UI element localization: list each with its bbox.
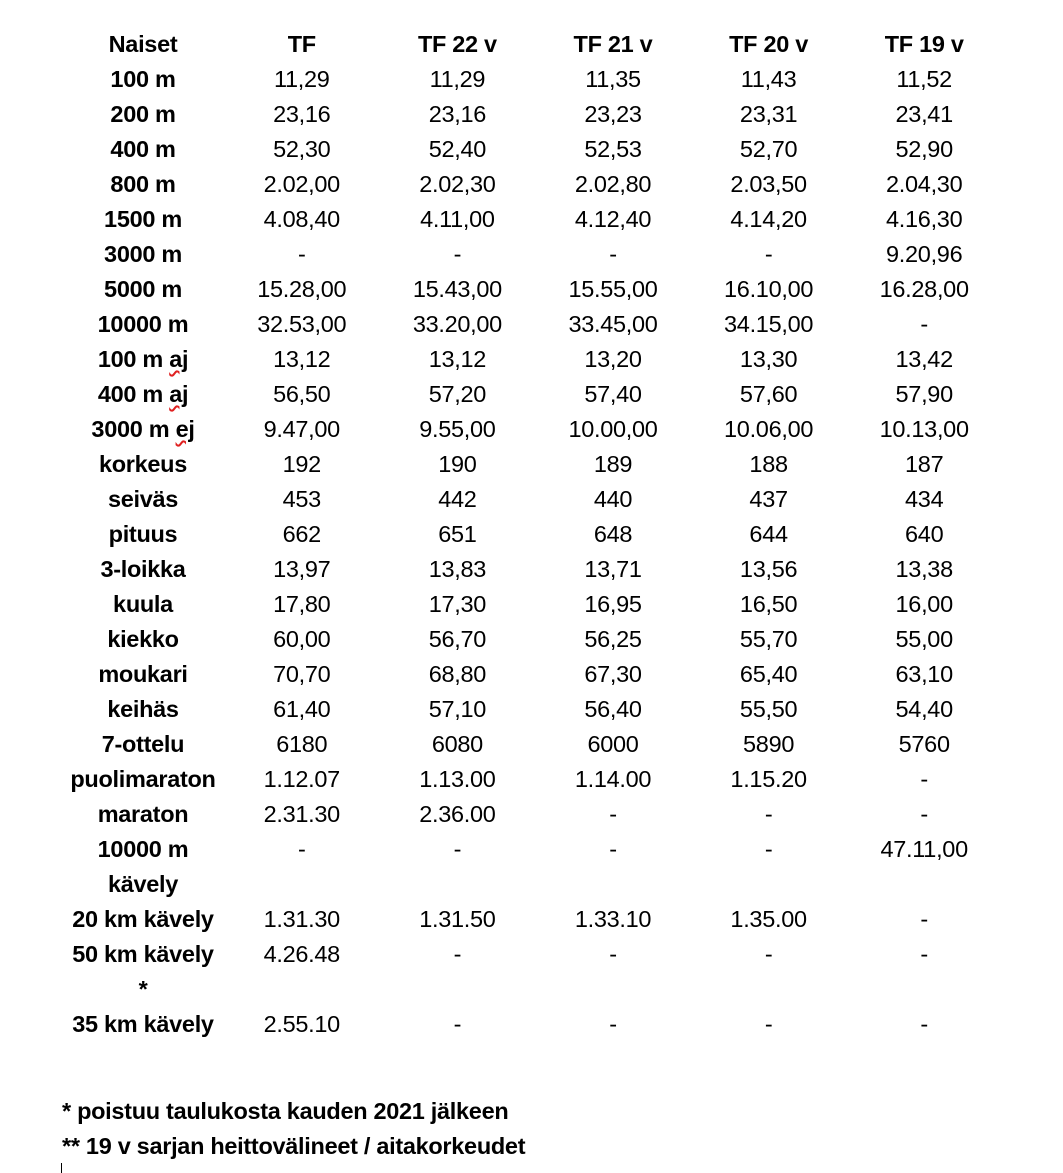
result-cell: 13,20 [584, 346, 642, 372]
result-cell: 13,42 [895, 346, 953, 372]
table-row [62, 307, 1002, 342]
table-row [62, 447, 1002, 482]
event-name: seiväs [107, 486, 179, 512]
table-row [62, 167, 1002, 202]
event-name: 800 m [110, 171, 176, 197]
result-cell: 33.20,00 [412, 311, 502, 337]
event-name: 200 m [110, 101, 176, 127]
result-cell: 2.02,00 [263, 171, 340, 197]
result-cell: 10.06,00 [724, 416, 814, 442]
header-cell: Naiset [108, 31, 178, 57]
result-cell: 2.02,80 [574, 171, 652, 197]
table-row [62, 622, 1002, 657]
result-cell: 1.31.30 [263, 906, 340, 932]
result-cell: 4.11,00 [420, 206, 495, 232]
event-name: 35 km kävely [72, 1011, 214, 1037]
header-cell: TF 20 v [729, 31, 809, 57]
result-cell: 648 [593, 521, 633, 547]
result-cell: 2.31.30 [263, 801, 340, 827]
event-name: 7-ottelu [101, 731, 185, 757]
result-cell: 10.13,00 [879, 416, 969, 442]
result-cell: 23,23 [584, 101, 642, 127]
result-cell: 61,40 [273, 696, 331, 722]
table-row [62, 412, 1002, 447]
result-cell: - [764, 241, 773, 267]
result-cell: 4.16,30 [886, 206, 963, 232]
header-cell: TF 19 v [884, 31, 964, 57]
result-cell: 15.28,00 [257, 276, 347, 302]
result-cell: 11,29 [429, 66, 486, 92]
result-cell: 189 [593, 451, 633, 477]
result-cell: 192 [282, 451, 321, 477]
result-cell: 23,41 [895, 101, 953, 127]
result-cell: 437 [749, 486, 788, 512]
result-cell: 55,70 [739, 626, 798, 652]
result-cell: - [298, 241, 306, 267]
footnote: * poistuu taulukosta kauden 2021 jälkeen [62, 1098, 509, 1124]
result-cell: - [453, 1011, 462, 1037]
table-row [62, 552, 1002, 587]
result-cell: 13,97 [273, 556, 331, 582]
result-cell: 16,00 [895, 591, 953, 617]
spellcheck-underline: aj [169, 346, 189, 372]
table-row [62, 237, 1002, 272]
result-cell: 16,50 [739, 591, 798, 617]
event-name: kuula [113, 591, 173, 617]
results-table [62, 26, 1002, 1042]
text-cursor [61, 1163, 62, 1173]
event-name: 3000 m [104, 241, 182, 267]
result-cell: - [920, 906, 928, 932]
result-cell: - [920, 766, 928, 792]
result-cell: 13,38 [895, 556, 953, 582]
table-row [62, 727, 1002, 762]
result-cell: 13,83 [428, 556, 487, 582]
result-cell: 442 [438, 486, 477, 512]
result-cell: 651 [438, 521, 477, 547]
result-cell: 5760 [898, 731, 950, 757]
result-cell: 1.31.50 [419, 906, 496, 932]
table-body [62, 62, 1002, 1042]
table-row [62, 657, 1002, 692]
header-cell: TF 22 v [417, 31, 497, 57]
result-cell: 57,10 [428, 696, 487, 722]
table-row [62, 832, 1002, 902]
result-cell: 65,40 [739, 661, 798, 687]
result-cell: 55,50 [739, 696, 798, 722]
result-cell: 6080 [431, 731, 483, 757]
result-cell: 2.03,50 [730, 171, 807, 197]
spellcheck-underline: ej [175, 416, 195, 442]
result-cell: 10.00,00 [568, 416, 658, 442]
result-cell: 33.45,00 [568, 311, 658, 337]
event-name: 3000 m ej [91, 416, 195, 442]
result-cell: - [764, 941, 773, 967]
table-row [62, 202, 1002, 237]
result-cell: 662 [282, 521, 321, 547]
result-cell: 16,95 [584, 591, 642, 617]
result-cell: 640 [905, 521, 944, 547]
result-cell: 13,12 [273, 346, 331, 372]
event-name: 100 m aj [97, 346, 189, 372]
event-name: 400 m [110, 136, 176, 162]
result-cell: 2.36.00 [419, 801, 496, 827]
header-row [62, 26, 1002, 62]
table-row [62, 762, 1002, 797]
table-row [62, 482, 1002, 517]
result-cell: 6180 [276, 731, 328, 757]
event-name: 3-loikka [100, 556, 186, 582]
table-row [62, 132, 1002, 167]
result-cell: 55,00 [895, 626, 953, 652]
result-cell: 68,80 [428, 661, 487, 687]
result-cell: 1.14.00 [574, 766, 652, 792]
result-cell: - [764, 1011, 773, 1037]
result-cell: 9.20,96 [886, 241, 963, 267]
event-name: kiekko [107, 626, 179, 652]
result-cell: 56,50 [273, 381, 331, 407]
result-cell: 63,10 [895, 661, 953, 687]
result-cell: 11,35 [585, 66, 641, 92]
result-cell: 57,40 [584, 381, 642, 407]
event-name: maraton [97, 801, 189, 827]
result-cell: 11,43 [740, 66, 797, 92]
result-cell: 70,70 [273, 661, 331, 687]
result-cell: 4.26.48 [263, 941, 340, 967]
result-cell: 57,90 [895, 381, 953, 407]
event-name: pituus [108, 521, 178, 547]
result-cell: 1.12.07 [263, 766, 340, 792]
result-cell: 9.55,00 [419, 416, 496, 442]
result-cell: 47.11,00 [880, 836, 968, 862]
result-cell: - [609, 1011, 617, 1037]
result-cell: 2.55.10 [263, 1011, 340, 1037]
result-cell: 453 [282, 486, 321, 512]
result-cell: 23,16 [273, 101, 331, 127]
result-cell: - [453, 941, 462, 967]
table-row [62, 342, 1002, 377]
result-cell: - [453, 836, 462, 862]
result-cell: 52,30 [273, 136, 331, 162]
result-cell: 11,29 [274, 66, 330, 92]
result-cell: - [453, 241, 462, 267]
result-cell: 52,70 [739, 136, 798, 162]
result-cell: - [920, 1011, 928, 1037]
result-cell: 23,31 [739, 101, 798, 127]
table-row [62, 692, 1002, 727]
result-cell: - [298, 836, 306, 862]
result-cell: 54,40 [895, 696, 953, 722]
result-cell: 1.13.00 [419, 766, 496, 792]
table-row [62, 97, 1002, 132]
table-row [62, 517, 1002, 552]
result-cell: - [609, 836, 617, 862]
result-cell: 4.12,40 [574, 206, 652, 232]
result-cell: 56,40 [584, 696, 642, 722]
event-name: keihäs [107, 696, 179, 722]
result-cell: 56,25 [584, 626, 642, 652]
result-cell: 644 [749, 521, 788, 547]
result-cell: 17,80 [273, 591, 331, 617]
result-cell: 57,60 [739, 381, 798, 407]
result-cell: 60,00 [273, 626, 331, 652]
result-cell: 52,90 [895, 136, 953, 162]
result-cell: 16.10,00 [724, 276, 814, 302]
result-cell: 188 [749, 451, 788, 477]
footnotes [62, 1094, 525, 1164]
result-cell: 16.28,00 [879, 276, 969, 302]
footnote: ** 19 v sarjan heittovälineet / aitakorkeudet [62, 1133, 526, 1159]
result-cell: 1.35.00 [730, 906, 807, 932]
result-cell: 13,30 [739, 346, 798, 372]
result-cell: - [920, 801, 928, 827]
table-row [62, 587, 1002, 622]
result-cell: 13,71 [584, 556, 642, 582]
event-name: puolimaraton [70, 766, 216, 792]
result-cell: 190 [438, 451, 477, 477]
event-name: 100 m [110, 66, 176, 92]
table-row [62, 937, 1002, 1007]
result-cell: 13,56 [739, 556, 798, 582]
result-cell: 23,16 [428, 101, 487, 127]
result-cell: 434 [905, 486, 944, 512]
event-name: moukari [98, 661, 188, 687]
event-name: 20 km kävely [72, 906, 214, 932]
result-cell: - [764, 836, 773, 862]
result-cell: 1.33.10 [574, 906, 652, 932]
header-cell: TF 21 v [573, 31, 653, 57]
result-cell: 4.08,40 [263, 206, 340, 232]
result-cell: - [609, 941, 617, 967]
result-cell: 13,12 [428, 346, 487, 372]
result-cell: 15.55,00 [568, 276, 658, 302]
table-row [62, 1007, 1002, 1042]
result-cell: - [609, 801, 617, 827]
table-row [62, 272, 1002, 307]
result-cell: 34.15,00 [724, 311, 814, 337]
result-cell: 11,52 [896, 66, 952, 92]
spellcheck-underline: aj [169, 381, 189, 407]
result-cell: 56,70 [428, 626, 487, 652]
result-cell: - [920, 941, 928, 967]
result-cell: 440 [593, 486, 633, 512]
event-name: korkeus [98, 451, 188, 477]
result-cell: 6000 [587, 731, 639, 757]
header-cell: TF [287, 31, 316, 57]
event-name: 5000 m [104, 276, 182, 302]
result-cell: 4.14,20 [730, 206, 807, 232]
result-cell: 187 [905, 451, 944, 477]
result-cell: 2.02,30 [419, 171, 496, 197]
event-name: 10000 m kävely [97, 836, 189, 897]
result-cell: - [920, 311, 928, 337]
result-cell: 52,53 [584, 136, 642, 162]
event-name: 50 km kävely * [72, 941, 214, 1002]
result-cell: 57,20 [428, 381, 487, 407]
event-name: 1500 m [104, 206, 182, 232]
result-cell: 1.15.20 [730, 766, 807, 792]
event-name: 400 m aj [97, 381, 189, 407]
table-row [62, 797, 1002, 832]
event-name: 10000 m [97, 311, 189, 337]
result-cell: 17,30 [428, 591, 487, 617]
table-row [62, 62, 1002, 97]
result-cell: - [609, 241, 617, 267]
result-cell: 52,40 [428, 136, 487, 162]
result-cell: 67,30 [584, 661, 642, 687]
table-row [62, 902, 1002, 937]
result-cell: 32.53,00 [257, 311, 347, 337]
result-cell: 5890 [743, 731, 795, 757]
table-row [62, 377, 1002, 412]
result-cell: - [764, 801, 773, 827]
result-cell: 9.47,00 [263, 416, 340, 442]
result-cell: 2.04,30 [886, 171, 963, 197]
result-cell: 15.43,00 [412, 276, 502, 302]
